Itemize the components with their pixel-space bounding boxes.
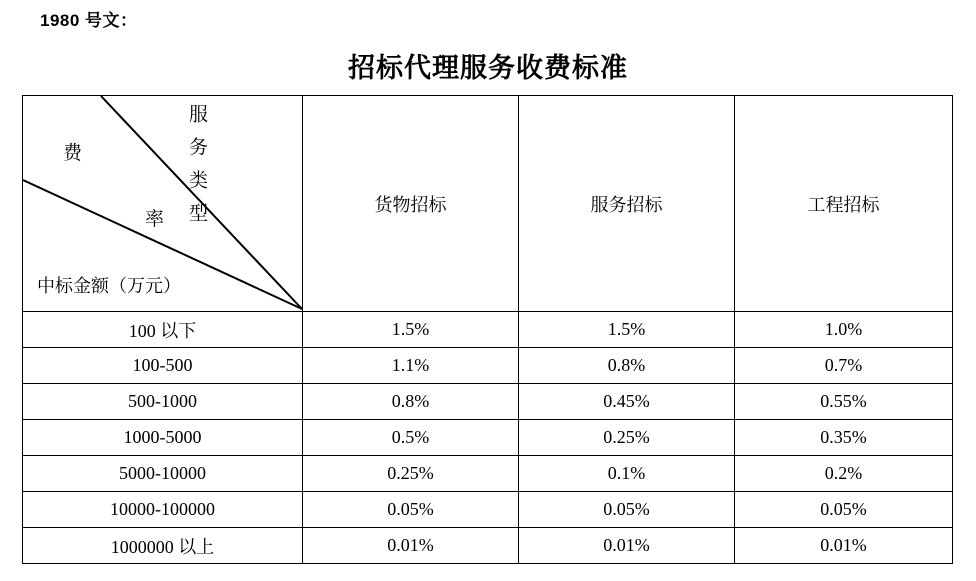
row-value-service: 0.01% xyxy=(519,528,735,564)
row-value-goods: 0.8% xyxy=(303,384,519,420)
table-row xyxy=(23,312,953,348)
row-value-works: 0.7% xyxy=(735,348,953,384)
row-value-works: 0.05% xyxy=(735,492,953,528)
table-corner-cell xyxy=(23,96,303,312)
corner-rate-label: 率 xyxy=(145,209,165,230)
table-row xyxy=(23,420,953,456)
row-label: 5000-10000 xyxy=(23,456,303,492)
row-value-service: 0.45% xyxy=(519,384,735,420)
row-value-goods: 0.01% xyxy=(303,528,519,564)
document-reference: 1980 号文： xyxy=(40,11,138,30)
row-value-service: 0.1% xyxy=(519,456,735,492)
row-value-service: 0.05% xyxy=(519,492,735,528)
row-label: 1000-5000 xyxy=(23,420,303,456)
row-value-goods: 1.5% xyxy=(303,312,519,348)
row-label: 10000-100000 xyxy=(23,492,303,528)
table-row xyxy=(23,456,953,492)
row-label: 500-1000 xyxy=(23,384,303,420)
row-label: 1000000 以上 xyxy=(23,528,303,564)
row-value-service: 1.5% xyxy=(519,312,735,348)
row-value-works: 0.01% xyxy=(735,528,953,564)
corner-fee-label: 费 xyxy=(63,143,83,164)
row-value-works: 0.55% xyxy=(735,384,953,420)
table-header-row xyxy=(23,96,953,312)
table-row xyxy=(23,528,953,564)
corner-type-label: 服务类型 xyxy=(186,104,207,236)
row-value-works: 0.2% xyxy=(735,456,953,492)
table-row xyxy=(23,384,953,420)
row-label: 100 以下 xyxy=(23,312,303,348)
row-value-service: 0.25% xyxy=(519,420,735,456)
row-value-goods: 0.05% xyxy=(303,492,519,528)
corner-amount-label: 中标金额（万元） xyxy=(37,276,181,296)
fee-standard-table-wrapper xyxy=(22,95,952,564)
row-value-works: 1.0% xyxy=(735,312,953,348)
column-header-works: 工程招标 xyxy=(735,96,953,312)
fee-standard-table xyxy=(22,95,953,564)
row-value-works: 0.35% xyxy=(735,420,953,456)
row-value-service: 0.8% xyxy=(519,348,735,384)
row-label: 100-500 xyxy=(23,348,303,384)
column-header-service: 服务招标 xyxy=(519,96,735,312)
row-value-goods: 1.1% xyxy=(303,348,519,384)
page-title: 招标代理服务收费标准 xyxy=(348,53,628,83)
row-value-goods: 0.25% xyxy=(303,456,519,492)
table-row xyxy=(23,348,953,384)
table-row xyxy=(23,492,953,528)
row-value-goods: 0.5% xyxy=(303,420,519,456)
column-header-goods: 货物招标 xyxy=(303,96,519,312)
